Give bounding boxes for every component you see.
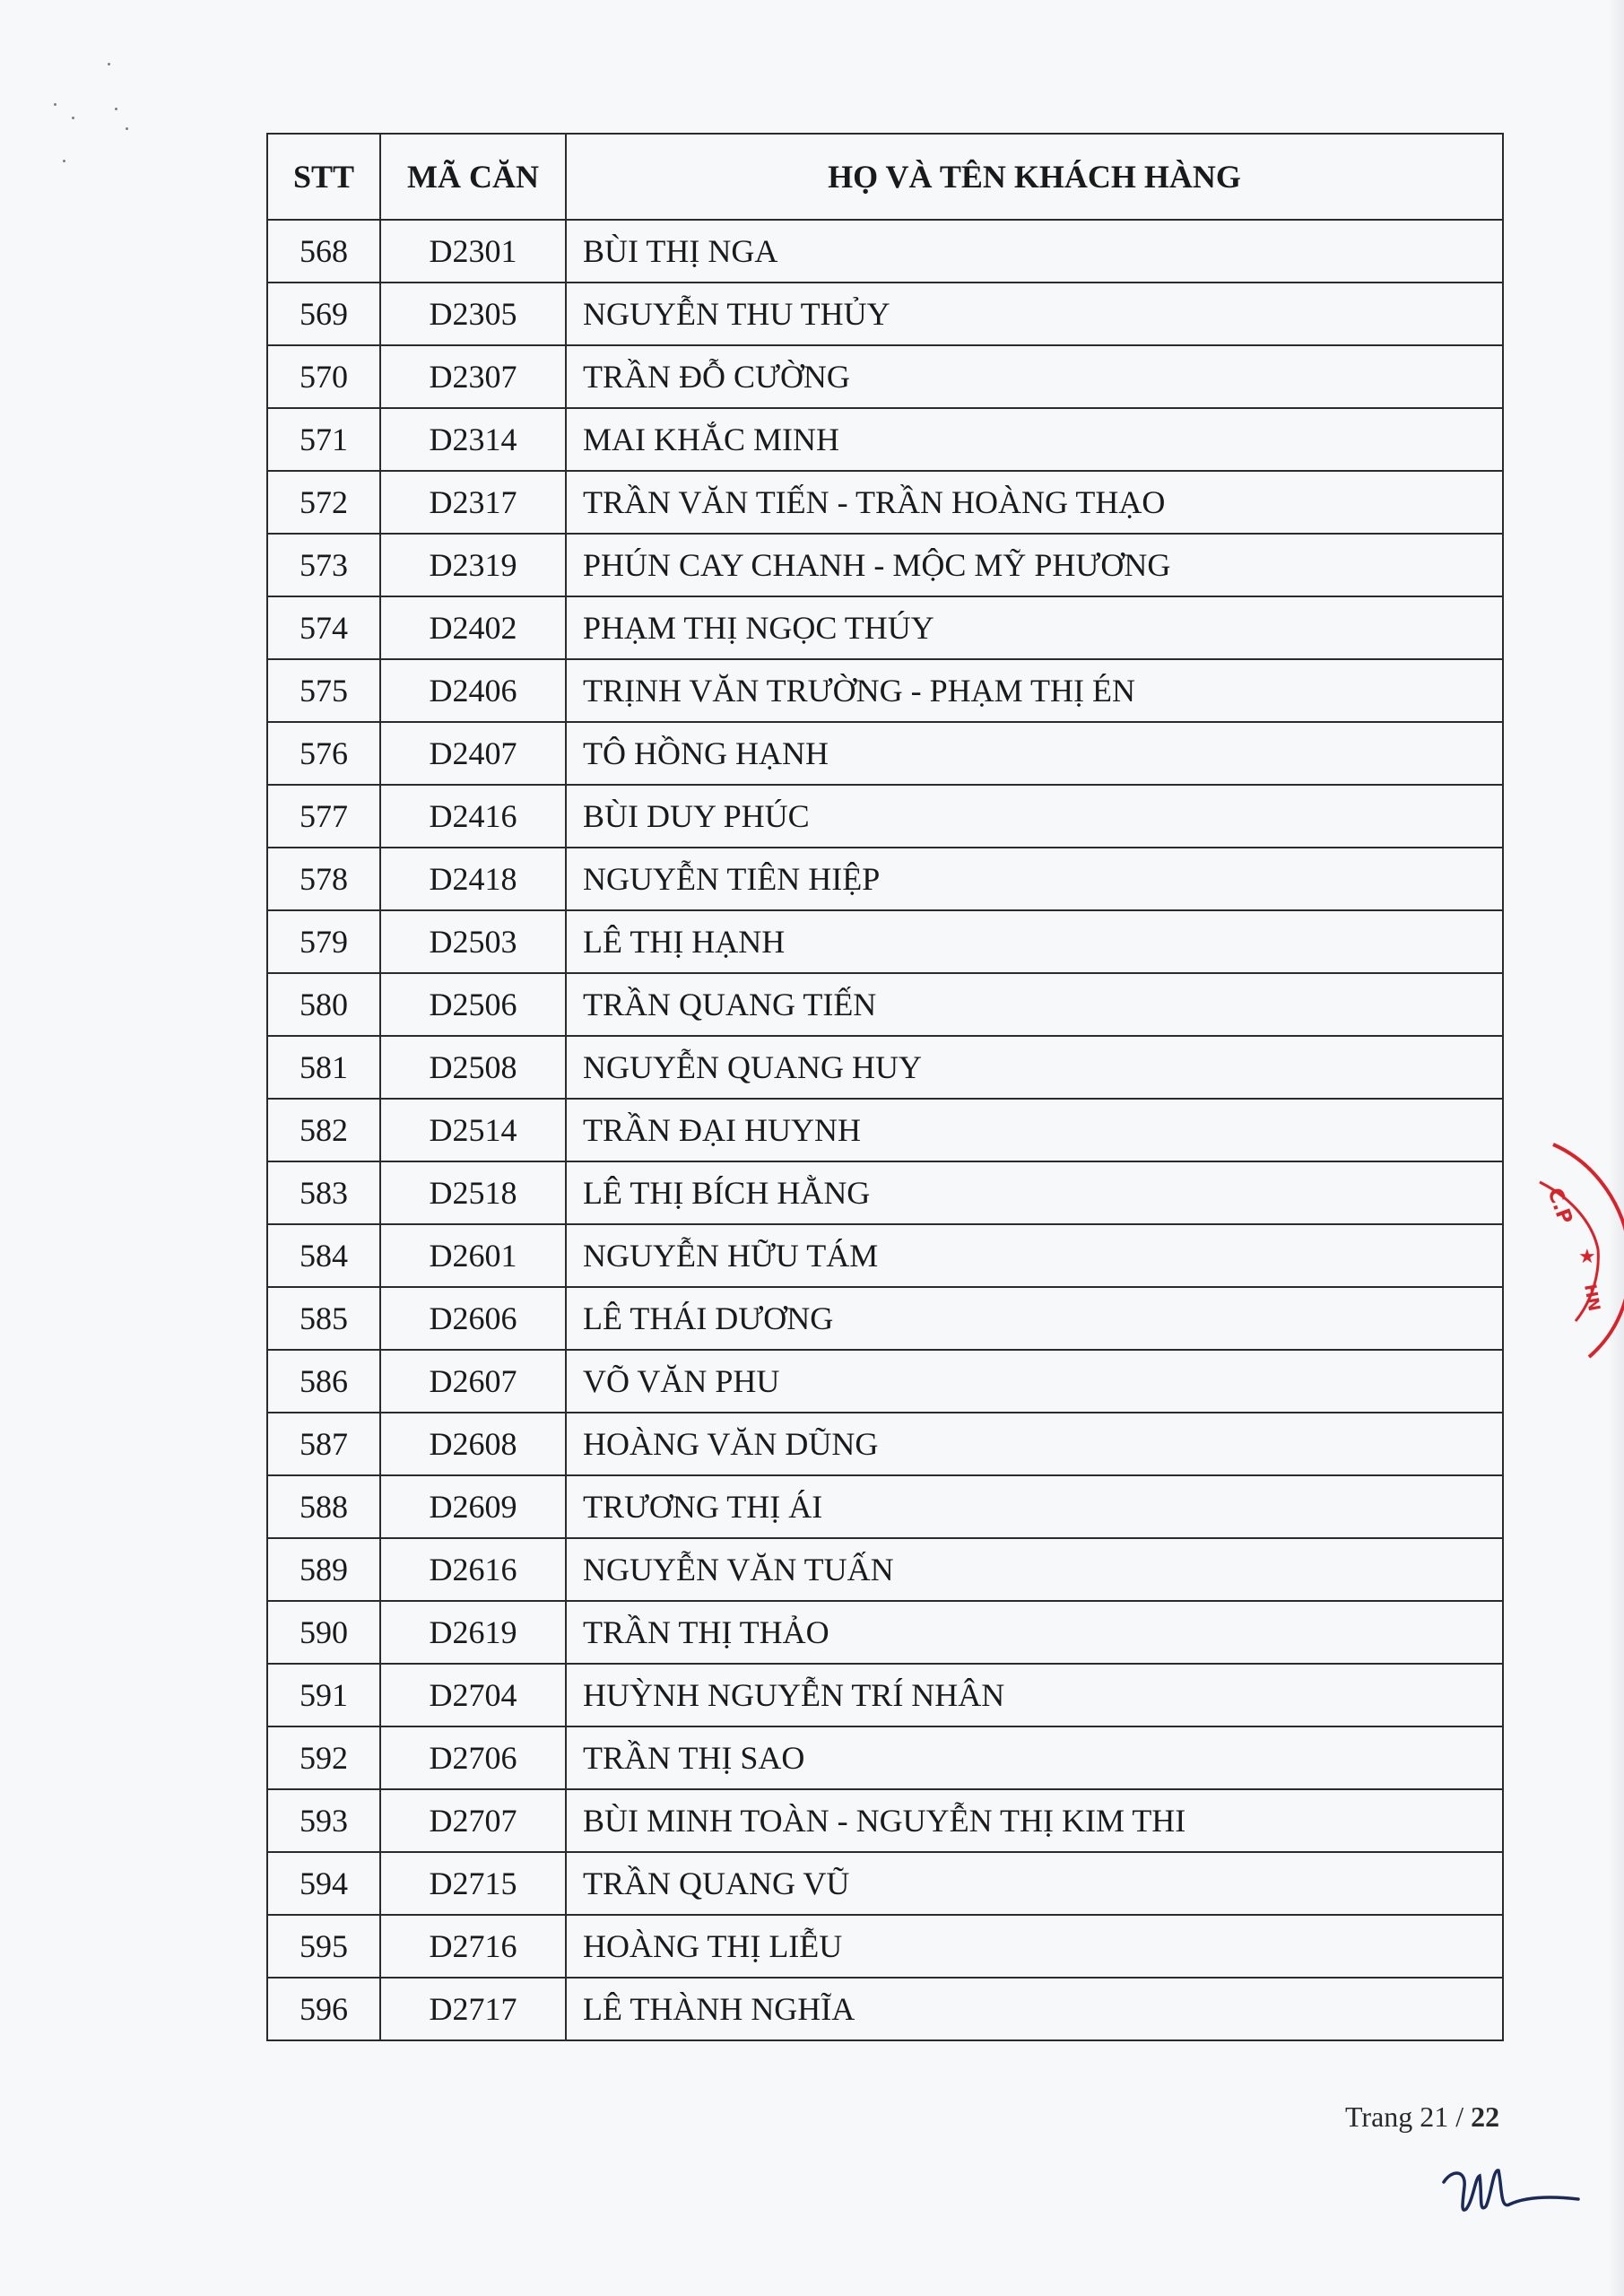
row-name: NGUYỄN TIÊN HIỆP: [566, 848, 1503, 910]
page-number: [1345, 2100, 1499, 2134]
row-code: D2704: [380, 1664, 566, 1726]
row-name: TÔ HỒNG HẠNH: [566, 722, 1503, 785]
row-stt: 574: [267, 596, 380, 659]
row-name: BÙI MINH TOÀN - NGUYỄN THỊ KIM THI: [566, 1789, 1503, 1852]
row-stt: 585: [267, 1287, 380, 1350]
row-stt: 568: [267, 220, 380, 283]
row-name: LÊ THỊ HẠNH: [566, 910, 1503, 973]
row-code: D2609: [380, 1475, 566, 1538]
row-stt: 584: [267, 1224, 380, 1287]
svg-text:HN: HN: [1580, 1283, 1603, 1313]
row-name: NGUYỄN THU THỦY: [566, 283, 1503, 345]
row-stt: 589: [267, 1538, 380, 1601]
row-name: VÕ VĂN PHU: [566, 1350, 1503, 1413]
row-stt: 594: [267, 1852, 380, 1915]
speck: [72, 117, 74, 119]
table-row: [267, 910, 1503, 973]
row-stt: 595: [267, 1915, 380, 1978]
table-row: [267, 1413, 1503, 1475]
row-code: D2715: [380, 1852, 566, 1915]
row-stt: 573: [267, 534, 380, 596]
row-code: D2706: [380, 1726, 566, 1789]
row-code: D2503: [380, 910, 566, 973]
table-row: [267, 345, 1503, 408]
table-row: [267, 1789, 1503, 1852]
row-stt: 570: [267, 345, 380, 408]
table-row: [267, 1161, 1503, 1224]
table-header-row: [267, 134, 1503, 220]
table-row: [267, 1601, 1503, 1664]
table-row: [267, 1099, 1503, 1161]
header-code: MÃ CĂN: [380, 134, 566, 220]
row-code: D2616: [380, 1538, 566, 1601]
row-code: D2418: [380, 848, 566, 910]
row-name: TRƯƠNG THỊ ÁI: [566, 1475, 1503, 1538]
row-name: TRẦN VĂN TIẾN - TRẦN HOÀNG THẠO: [566, 471, 1503, 534]
row-stt: 591: [267, 1664, 380, 1726]
row-stt: 581: [267, 1036, 380, 1099]
row-code: D2518: [380, 1161, 566, 1224]
row-stt: 583: [267, 1161, 380, 1224]
table-row: [267, 1224, 1503, 1287]
row-name: LÊ THỊ BÍCH HẰNG: [566, 1161, 1503, 1224]
row-code: D2402: [380, 596, 566, 659]
row-name: PHẠM THỊ NGỌC THÚY: [566, 596, 1503, 659]
row-code: D2508: [380, 1036, 566, 1099]
row-name: HOÀNG VĂN DŨNG: [566, 1413, 1503, 1475]
table-row: [267, 534, 1503, 596]
row-code: D2317: [380, 471, 566, 534]
row-name: TRẦN QUANG TIẾN: [566, 973, 1503, 1036]
table-row: [267, 283, 1503, 345]
table-row: [267, 1538, 1503, 1601]
row-name: PHÚN CAY CHANH - MỘC MỸ PHƯƠNG: [566, 534, 1503, 596]
row-code: D2717: [380, 1978, 566, 2040]
row-name: BÙI DUY PHÚC: [566, 785, 1503, 848]
row-code: D2716: [380, 1915, 566, 1978]
table-row: [267, 1852, 1503, 1915]
scan-specks: [45, 54, 152, 179]
table-row: [267, 471, 1503, 534]
table-row: [267, 1978, 1503, 2040]
row-code: D2307: [380, 345, 566, 408]
svg-text:C.P: C.P: [1542, 1185, 1576, 1228]
row-stt: 590: [267, 1601, 380, 1664]
row-code: D2707: [380, 1789, 566, 1852]
row-code: D2601: [380, 1224, 566, 1287]
row-code: D2607: [380, 1350, 566, 1413]
table-row: [267, 1036, 1503, 1099]
header-stt: STT: [267, 134, 380, 220]
row-stt: 587: [267, 1413, 380, 1475]
row-code: D2305: [380, 283, 566, 345]
row-stt: 596: [267, 1978, 380, 2040]
row-stt: 586: [267, 1350, 380, 1413]
row-code: D2406: [380, 659, 566, 722]
table-row: [267, 722, 1503, 785]
table-row: [267, 1726, 1503, 1789]
row-stt: 578: [267, 848, 380, 910]
table-row: [267, 408, 1503, 471]
table-row: [267, 596, 1503, 659]
customer-table: [266, 133, 1504, 2041]
speck: [115, 108, 117, 110]
table-row: [267, 1664, 1503, 1726]
row-stt: 576: [267, 722, 380, 785]
row-code: D2608: [380, 1413, 566, 1475]
table-row: [267, 659, 1503, 722]
row-code: D2619: [380, 1601, 566, 1664]
company-seal-stamp: [1535, 1137, 1624, 1361]
row-stt: 575: [267, 659, 380, 722]
row-stt: 579: [267, 910, 380, 973]
table-body: [267, 220, 1503, 2040]
row-name: LÊ THÀNH NGHĨA: [566, 1978, 1503, 2040]
speck: [54, 103, 56, 106]
row-name: TRẦN ĐẠI HUYNH: [566, 1099, 1503, 1161]
row-name: TRẦN QUANG VŨ: [566, 1852, 1503, 1915]
row-name: TRẦN THỊ THẢO: [566, 1601, 1503, 1664]
table-row: [267, 848, 1503, 910]
row-name: HOÀNG THỊ LIỄU: [566, 1915, 1503, 1978]
row-code: D2506: [380, 973, 566, 1036]
row-name: MAI KHẮC MINH: [566, 408, 1503, 471]
row-name: TRẦN THỊ SAO: [566, 1726, 1503, 1789]
row-name: LÊ THÁI DƯƠNG: [566, 1287, 1503, 1350]
row-code: D2606: [380, 1287, 566, 1350]
row-name: NGUYỄN VĂN TUẤN: [566, 1538, 1503, 1601]
speck: [108, 63, 110, 65]
page-number-total: 22: [1471, 2100, 1500, 2133]
page-number-prefix: Trang 21 /: [1345, 2100, 1472, 2133]
row-stt: 592: [267, 1726, 380, 1789]
row-code: D2407: [380, 722, 566, 785]
row-name: BÙI THỊ NGA: [566, 220, 1503, 283]
row-name: NGUYỄN QUANG HUY: [566, 1036, 1503, 1099]
row-code: D2514: [380, 1099, 566, 1161]
row-stt: 582: [267, 1099, 380, 1161]
table-row: [267, 973, 1503, 1036]
row-stt: 588: [267, 1475, 380, 1538]
speck: [63, 160, 65, 162]
table-row: [267, 1475, 1503, 1538]
row-code: D2314: [380, 408, 566, 471]
svg-text:★: ★: [1578, 1246, 1596, 1268]
row-stt: 571: [267, 408, 380, 471]
row-name: TRẦN ĐỖ CƯỜNG: [566, 345, 1503, 408]
row-stt: 577: [267, 785, 380, 848]
row-stt: 569: [267, 283, 380, 345]
row-stt: 572: [267, 471, 380, 534]
table-row: [267, 1350, 1503, 1413]
table-row: [267, 220, 1503, 283]
row-code: D2301: [380, 220, 566, 283]
header-name: HỌ VÀ TÊN KHÁCH HÀNG: [566, 134, 1503, 220]
speck: [126, 127, 128, 130]
row-code: D2416: [380, 785, 566, 848]
table-row: [267, 1915, 1503, 1978]
handwritten-signature: [1439, 2160, 1583, 2231]
row-stt: 580: [267, 973, 380, 1036]
row-code: D2319: [380, 534, 566, 596]
table-row: [267, 785, 1503, 848]
row-name: NGUYỄN HỮU TÁM: [566, 1224, 1503, 1287]
row-name: HUỲNH NGUYỄN TRÍ NHÂN: [566, 1664, 1503, 1726]
row-name: TRỊNH VĂN TRƯỜNG - PHẠM THỊ ÉN: [566, 659, 1503, 722]
table-row: [267, 1287, 1503, 1350]
row-stt: 593: [267, 1789, 380, 1852]
